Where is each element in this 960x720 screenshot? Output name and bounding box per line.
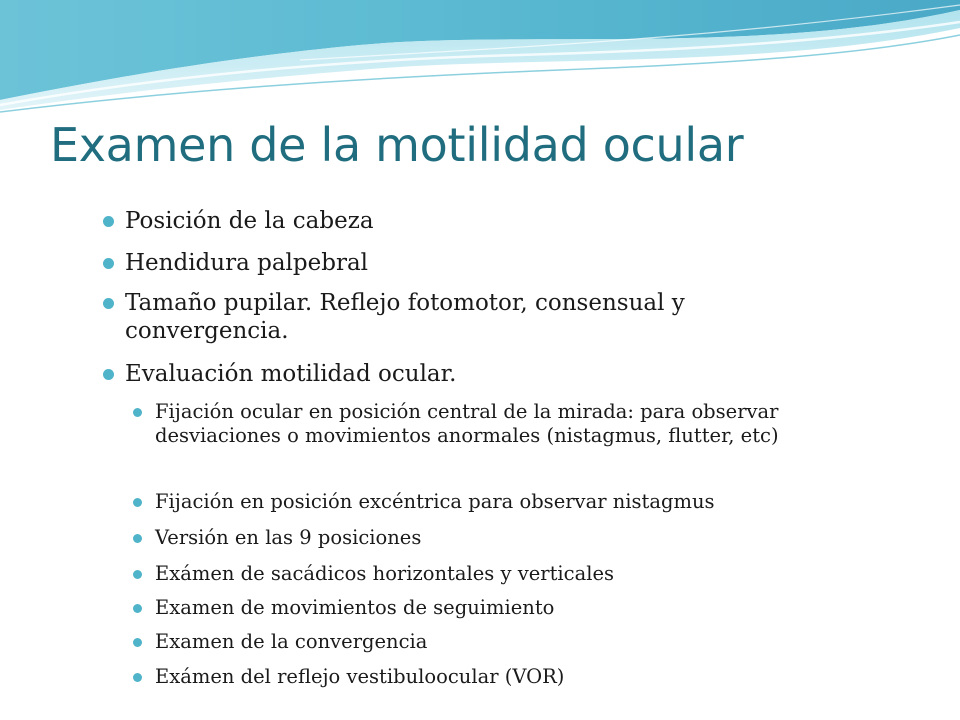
sub-bullet-dot-icon [133,408,142,417]
sub-bullet-dot-icon [133,498,142,507]
sub-bullet-text: Exámen de sacádicos horizontales y verticales [155,562,615,585]
bullet-text: Tamaño pupilar. Reflejo fotomotor, consensual y convergencia. [125,290,685,344]
sub-bullet-item [133,400,853,448]
bullet-text: Evaluación motilidad ocular. [125,361,457,387]
bullet-text: Posición de la cabeza [125,208,374,234]
bullet-item [103,289,823,345]
bullet-dot-icon [103,216,114,227]
sub-bullet-text: Examen de la convergencia [155,630,428,653]
bullet-item [103,207,374,235]
sub-bullet-item [133,526,421,550]
sub-bullet-text: Versión en las 9 posiciones [155,526,422,549]
slide-title: Examen de la motilidad ocular [50,118,744,172]
bullet-item [103,249,368,277]
sub-bullet-dot-icon [133,534,142,543]
sub-bullet-dot-icon [133,604,142,613]
sub-bullet-text: Examen de movimientos de seguimiento [155,596,555,619]
sub-bullet-item [133,630,427,654]
bullet-dot-icon [103,298,114,309]
bullet-item [103,360,456,388]
sub-bullet-text: Fijación en posición excéntrica para observar nistagmus [155,490,715,513]
bullet-text: Hendidura palpebral [125,250,369,276]
bullet-dot-icon [103,369,114,380]
sub-bullet-item [133,596,554,620]
sub-bullet-item [133,665,564,689]
sub-bullet-text: Fijación ocular en posición central de la mirada: para observar desviaciones o movimientos anormales (nistagmus, flutter, etc) [155,400,779,447]
sub-bullet-item [133,562,614,586]
sub-bullet-item [133,490,715,514]
sub-bullet-dot-icon [133,570,142,579]
sub-bullet-dot-icon [133,638,142,647]
sub-bullet-dot-icon [133,673,142,682]
sub-bullet-text: Exámen del reflejo vestibuloocular (VOR) [155,665,565,688]
bullet-dot-icon [103,258,114,269]
